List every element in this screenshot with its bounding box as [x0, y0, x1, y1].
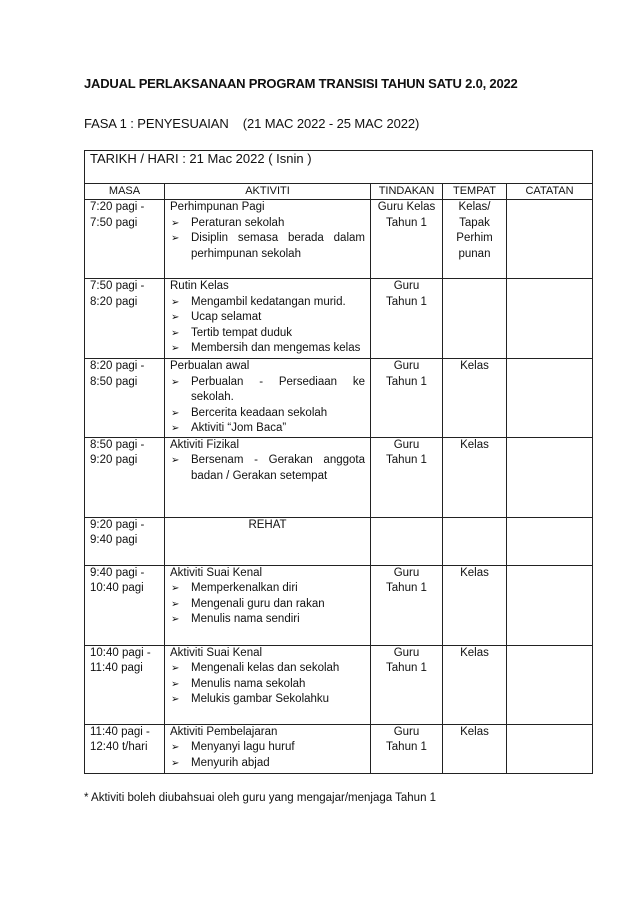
date-header: TARIKH / HARI : 21 Mac 2022 ( Isnin )	[85, 151, 593, 184]
table-row	[85, 279, 593, 359]
table-row	[85, 359, 593, 438]
tindakan-cell	[371, 437, 443, 517]
list-item-text: Tertib tempat duduk	[191, 326, 293, 339]
list-item-text: Menyurih abjad	[191, 756, 270, 769]
phase-heading: FASA 1 : PENYESUAIAN (21 MAC 2022 - 25 MAC 2022)	[84, 116, 420, 131]
table-row	[85, 724, 593, 773]
list-item-text: Melukis gambar Sekolahku	[191, 693, 330, 705]
time-line: 11:40 pagi -	[90, 725, 150, 738]
tempat-cell	[443, 359, 507, 438]
table-row	[85, 645, 593, 724]
place-line: Tapak	[459, 216, 490, 229]
list-item	[170, 692, 365, 708]
tempat-cell	[443, 437, 507, 517]
column-header-aktiviti: AKTIVITI	[165, 184, 371, 200]
time-line: 8:50 pagi	[90, 375, 138, 388]
tempat-cell	[443, 517, 507, 565]
action-line: Guru	[393, 438, 420, 451]
list-item-text: Mengambil kedatangan murid.	[191, 295, 346, 308]
catatan-cell	[507, 437, 593, 517]
action-line: Tahun 1	[386, 375, 427, 388]
list-item-text: Peraturan sekolah	[191, 216, 285, 229]
catatan-cell	[507, 724, 593, 773]
activity-list	[170, 453, 365, 484]
masa-cell	[85, 645, 165, 724]
arrow-bullet-icon: ➢	[171, 678, 180, 690]
action-line: Guru	[393, 646, 420, 659]
list-item	[170, 581, 365, 597]
place-line: Kelas	[460, 438, 489, 451]
list-item-text: Bersenam - Gerakan anggota badan / Gerakan setempat	[191, 454, 365, 482]
masa-cell	[85, 517, 165, 565]
footnote: * Aktiviti boleh diubahsuai oleh guru yang mengajar/menjaga Tahun 1	[84, 792, 437, 804]
action-line: Tahun 1	[386, 216, 427, 229]
tindakan-cell	[371, 279, 443, 359]
time-line: 9:20 pagi	[90, 454, 138, 466]
catatan-cell	[507, 279, 593, 359]
list-item-text: Ucap selamat	[191, 311, 262, 323]
arrow-bullet-icon: ➢	[171, 312, 180, 323]
list-item	[170, 216, 365, 232]
tindakan-cell	[371, 565, 443, 645]
column-header-masa: MASA	[85, 184, 165, 200]
activity-title: Aktiviti Pembelajaran	[170, 725, 278, 738]
list-item-text: Bercerita keadaan sekolah	[191, 406, 328, 419]
list-item	[170, 677, 365, 693]
activity-list	[170, 661, 365, 708]
list-item	[170, 375, 365, 406]
time-line: 11:40 pagi	[90, 662, 143, 674]
list-item-text: Menulis nama sekolah	[191, 677, 306, 690]
activity-title: Aktiviti Suai Kenal	[170, 646, 263, 659]
action-line: Guru	[393, 280, 420, 292]
tempat-cell	[443, 645, 507, 724]
list-item	[170, 231, 365, 262]
activity-list	[170, 295, 365, 357]
list-item-text: Menyanyi lagu huruf	[191, 741, 295, 753]
list-item-text: Disiplin semasa berada dalam perhimpunan sekolah	[191, 232, 365, 260]
aktiviti-cell	[165, 437, 371, 517]
place-line: Perhim	[456, 232, 493, 244]
list-item-text: Mengenali guru dan rakan	[191, 597, 325, 610]
arrow-bullet-icon: ➢	[171, 614, 180, 625]
arrow-bullet-icon: ➢	[171, 233, 180, 244]
column-header-catatan: CATATAN	[507, 184, 593, 200]
tempat-cell	[443, 565, 507, 645]
action-line: Guru	[393, 725, 420, 738]
list-item	[170, 740, 365, 756]
activity-title: Aktiviti Fizikal	[170, 438, 240, 451]
list-item-text: Perbualan - Persediaan ke sekolah.	[191, 375, 365, 403]
tempat-cell	[443, 200, 507, 279]
list-item	[170, 597, 365, 613]
list-item-text: Memperkenalkan diri	[191, 582, 298, 594]
time-line: 12:40 t/hari	[90, 741, 148, 753]
time-line: 8:50 pagi -	[90, 438, 145, 451]
column-header-tempat: TEMPAT	[443, 184, 507, 200]
activity-title: Perbualan awal	[170, 360, 250, 372]
time-line: 8:20 pagi	[90, 295, 138, 308]
activity-list	[170, 740, 365, 771]
column-header-tindakan: TINDAKAN	[371, 184, 443, 200]
activity-list	[170, 581, 365, 628]
aktiviti-cell	[165, 359, 371, 438]
time-line: 7:50 pagi -	[90, 280, 145, 292]
masa-cell	[85, 437, 165, 517]
time-line: 9:20 pagi -	[90, 518, 145, 531]
action-line: Tahun 1	[386, 741, 427, 753]
aktiviti-cell	[165, 565, 371, 645]
tindakan-cell	[371, 645, 443, 724]
time-line: 10:40 pagi	[90, 582, 144, 594]
activity-title: Rutin Kelas	[170, 280, 229, 292]
tindakan-cell	[371, 724, 443, 773]
list-item	[170, 341, 365, 357]
arrow-bullet-icon: ➢	[171, 598, 180, 610]
masa-cell	[85, 565, 165, 645]
time-line: 7:20 pagi -	[90, 201, 145, 213]
table-row	[85, 200, 593, 279]
time-line: 10:40 pagi -	[90, 646, 151, 659]
list-item	[170, 756, 365, 772]
aktiviti-cell	[165, 724, 371, 773]
place-line: Kelas	[460, 725, 489, 738]
time-line: 9:40 pagi	[90, 534, 138, 546]
arrow-bullet-icon: ➢	[171, 407, 180, 419]
time-line: 7:50 pagi	[90, 216, 138, 229]
tindakan-cell	[371, 200, 443, 279]
arrow-bullet-icon: ➢	[171, 455, 180, 466]
list-item	[170, 310, 365, 326]
list-item	[170, 326, 365, 342]
place-line: Kelas/	[458, 201, 491, 213]
tindakan-cell	[371, 359, 443, 438]
masa-cell	[85, 279, 165, 359]
activity-title: Aktiviti Suai Kenal	[170, 566, 263, 579]
catatan-cell	[507, 565, 593, 645]
list-item-text: Aktiviti “Jom Baca”	[191, 422, 287, 434]
list-item-text: Mengenali kelas dan sekolah	[191, 662, 340, 674]
place-line: Kelas	[460, 360, 489, 372]
catatan-cell	[507, 517, 593, 565]
action-line: Guru	[393, 566, 420, 579]
tempat-cell	[443, 724, 507, 773]
action-line: Tahun 1	[386, 582, 427, 594]
tindakan-cell	[371, 517, 443, 565]
arrow-bullet-icon: ➢	[171, 663, 180, 674]
list-item	[170, 453, 365, 484]
rehat-cell: REHAT	[165, 517, 371, 565]
arrow-bullet-icon: ➢	[171, 742, 180, 753]
arrow-bullet-icon: ➢	[171, 217, 180, 229]
action-line: Guru	[393, 360, 420, 372]
list-item	[170, 421, 365, 437]
masa-cell	[85, 359, 165, 438]
catatan-cell	[507, 359, 593, 438]
arrow-bullet-icon: ➢	[171, 343, 180, 354]
arrow-bullet-icon: ➢	[171, 694, 180, 705]
list-item	[170, 295, 365, 311]
time-line: 8:20 pagi -	[90, 360, 145, 372]
aktiviti-cell	[165, 200, 371, 279]
catatan-cell	[507, 645, 593, 724]
list-item-text: Membersih dan mengemas kelas	[191, 342, 361, 354]
activity-list	[170, 375, 365, 437]
table-row	[85, 437, 593, 517]
place-line: Kelas	[460, 646, 489, 659]
action-line: Tahun 1	[386, 662, 427, 674]
arrow-bullet-icon: ➢	[171, 327, 180, 339]
list-item-text: Menulis nama sendiri	[191, 613, 300, 625]
table-row	[85, 565, 593, 645]
time-line: 9:40 pagi -	[90, 566, 145, 579]
table-row	[85, 517, 593, 565]
tempat-cell	[443, 279, 507, 359]
arrow-bullet-icon: ➢	[171, 296, 180, 308]
action-line: Guru Kelas	[377, 201, 436, 213]
aktiviti-cell	[165, 279, 371, 359]
aktiviti-cell	[165, 645, 371, 724]
list-item	[170, 661, 365, 677]
arrow-bullet-icon: ➢	[171, 757, 180, 769]
schedule-table	[84, 150, 593, 774]
arrow-bullet-icon: ➢	[171, 423, 180, 434]
action-line: Tahun 1	[386, 454, 427, 466]
arrow-bullet-icon: ➢	[171, 583, 180, 594]
schedule-body	[85, 200, 593, 774]
catatan-cell	[507, 200, 593, 279]
action-line: Tahun 1	[386, 295, 427, 308]
list-item	[170, 612, 365, 628]
place-line: Kelas	[460, 566, 489, 579]
masa-cell	[85, 724, 165, 773]
activity-title: Perhimpunan Pagi	[170, 201, 265, 213]
list-item	[170, 406, 365, 422]
masa-cell	[85, 200, 165, 279]
document-title: JADUAL PERLAKSANAAN PROGRAM TRANSISI TAHUN SATU 2.0, 2022	[84, 76, 518, 91]
column-header-row	[85, 184, 593, 200]
activity-list	[170, 216, 365, 263]
place-line: punan	[458, 247, 491, 260]
arrow-bullet-icon: ➢	[171, 376, 180, 388]
